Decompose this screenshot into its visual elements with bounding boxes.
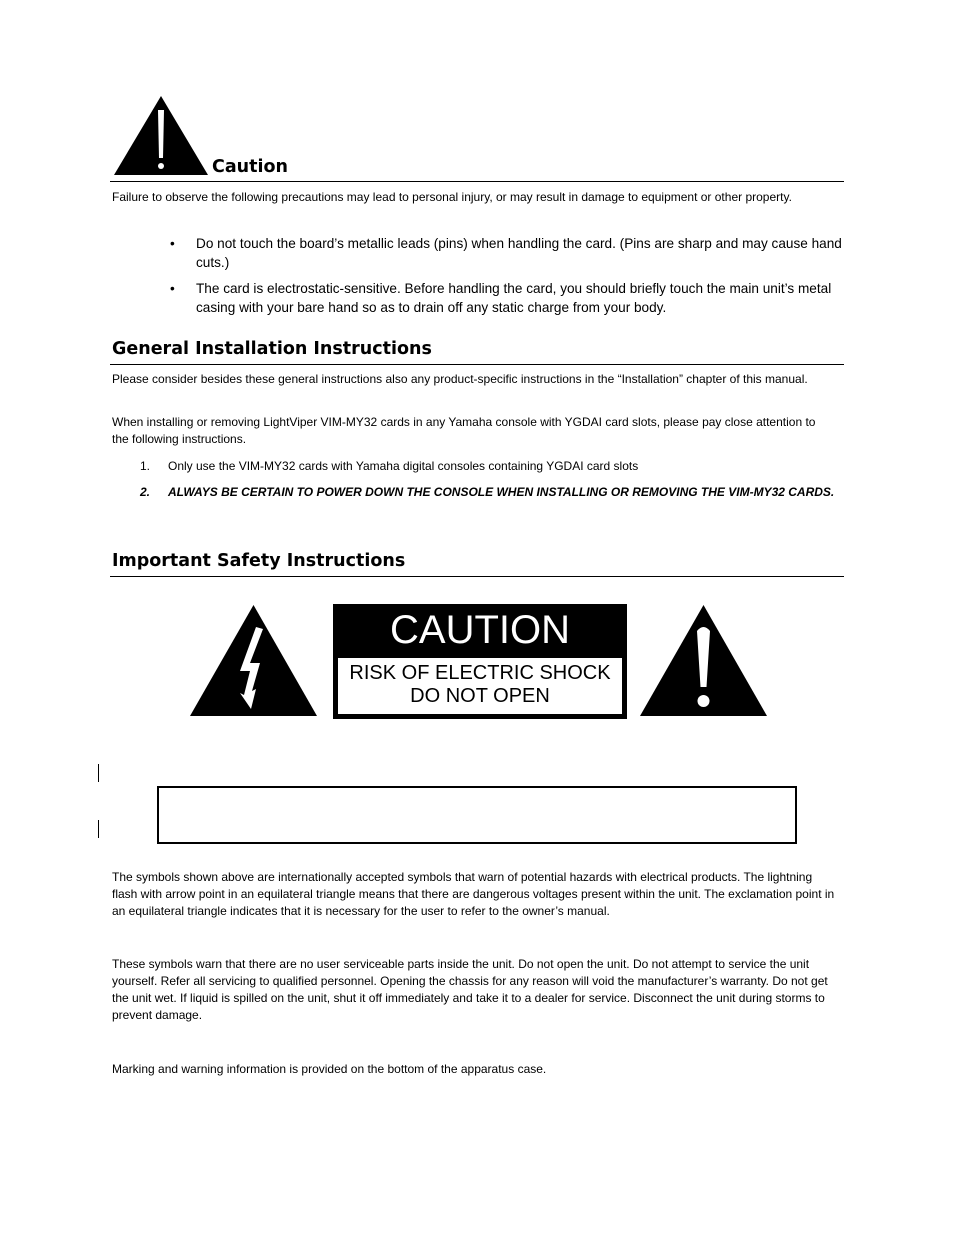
warning-triangle-icon [114,96,208,176]
margin-change-bar [98,820,99,838]
caution-label [333,604,627,719]
general-para-1: Please consider besides these general instructions also any product-specific instructions in the “Installation” chapter of this manual. [112,372,808,386]
list-item [140,458,850,475]
step-text: Only use the VIM-MY32 cards with Yamaha digital consoles containing YGDAI card slots [168,459,639,473]
bullet-glyph: • [170,236,175,251]
general-para-2: When installing or removing LightViper VIM-MY32 cards in any Yamaha console with YGDAI card slots, please pay close attention to the following instructions. [112,415,816,446]
caution-heading: Caution [212,157,288,177]
list-item [170,234,842,272]
general-rule [110,364,844,365]
caution-label-body [338,658,622,714]
safety-heading: Important Safety Instructions [112,551,406,571]
step-number: 2. [140,485,151,499]
safety-para-3: Marking and warning information is provided on the bottom of the apparatus case. [112,1062,547,1076]
exclamation-triangle-icon [640,605,767,717]
caution-bullet-list [170,234,842,324]
general-heading: General Installation Instructions [112,339,432,359]
bullet-glyph: • [170,281,175,296]
step-text: ALWAYS BE CERTAIN TO POWER DOWN THE CONSOLE WHEN INSTALLING OR REMOVING THE VIM-MY32 CARDS. [168,485,835,499]
safety-para-2: These symbols warn that there are no user serviceable parts inside the unit. Do not open the unit. Do not attempt to service the unit yourself. Refer all servicing to qualified personnel. Opening the chassis for any reason will void the manufacturer’s warranty. Do not get the unit wet. If liquid is spilled on the unit, shut it off immediately and take it to a dealer for service. Disconnect the unit during storms to prevent damage. [112,957,828,1022]
safety-rule [110,576,844,577]
bullet-text: Do not touch the board’s metallic leads (pins) when handling the card. (Pins are sharp and may cause hand cuts.) [196,236,842,270]
caution-label-line-2: DO NOT OPEN [410,685,550,707]
margin-change-bar [98,764,99,782]
list-item [170,279,842,317]
step-number: 1. [140,459,151,473]
bullet-text: The card is electrostatic-sensitive. Before handling the card, you should briefly touch the main unit’s metal casing with your bare hand so as to drain off any static charge from your body. [196,281,832,315]
install-steps-list [140,458,850,501]
safety-para-1: The symbols shown above are internationally accepted symbols that warn of potential hazards with electrical products. The lightning flash with arrow point in an equilateral triangle means that there are dangerous voltages present within the unit. The exclamation point in an equilateral triangle indicates that it is necessary for the user to refer to the owner’s manual. [112,870,835,918]
caution-label-title: CAUTION [390,608,570,652]
caution-label-line-1: RISK OF ELECTRIC SHOCK [349,662,611,684]
lightning-triangle-icon [190,605,317,717]
list-item [140,484,850,501]
empty-notice-box [157,786,797,844]
caution-intro: Failure to observe the following precautions may lead to personal injury, or may result in damage to equipment or other property. [112,190,792,204]
caution-rule [110,181,844,182]
